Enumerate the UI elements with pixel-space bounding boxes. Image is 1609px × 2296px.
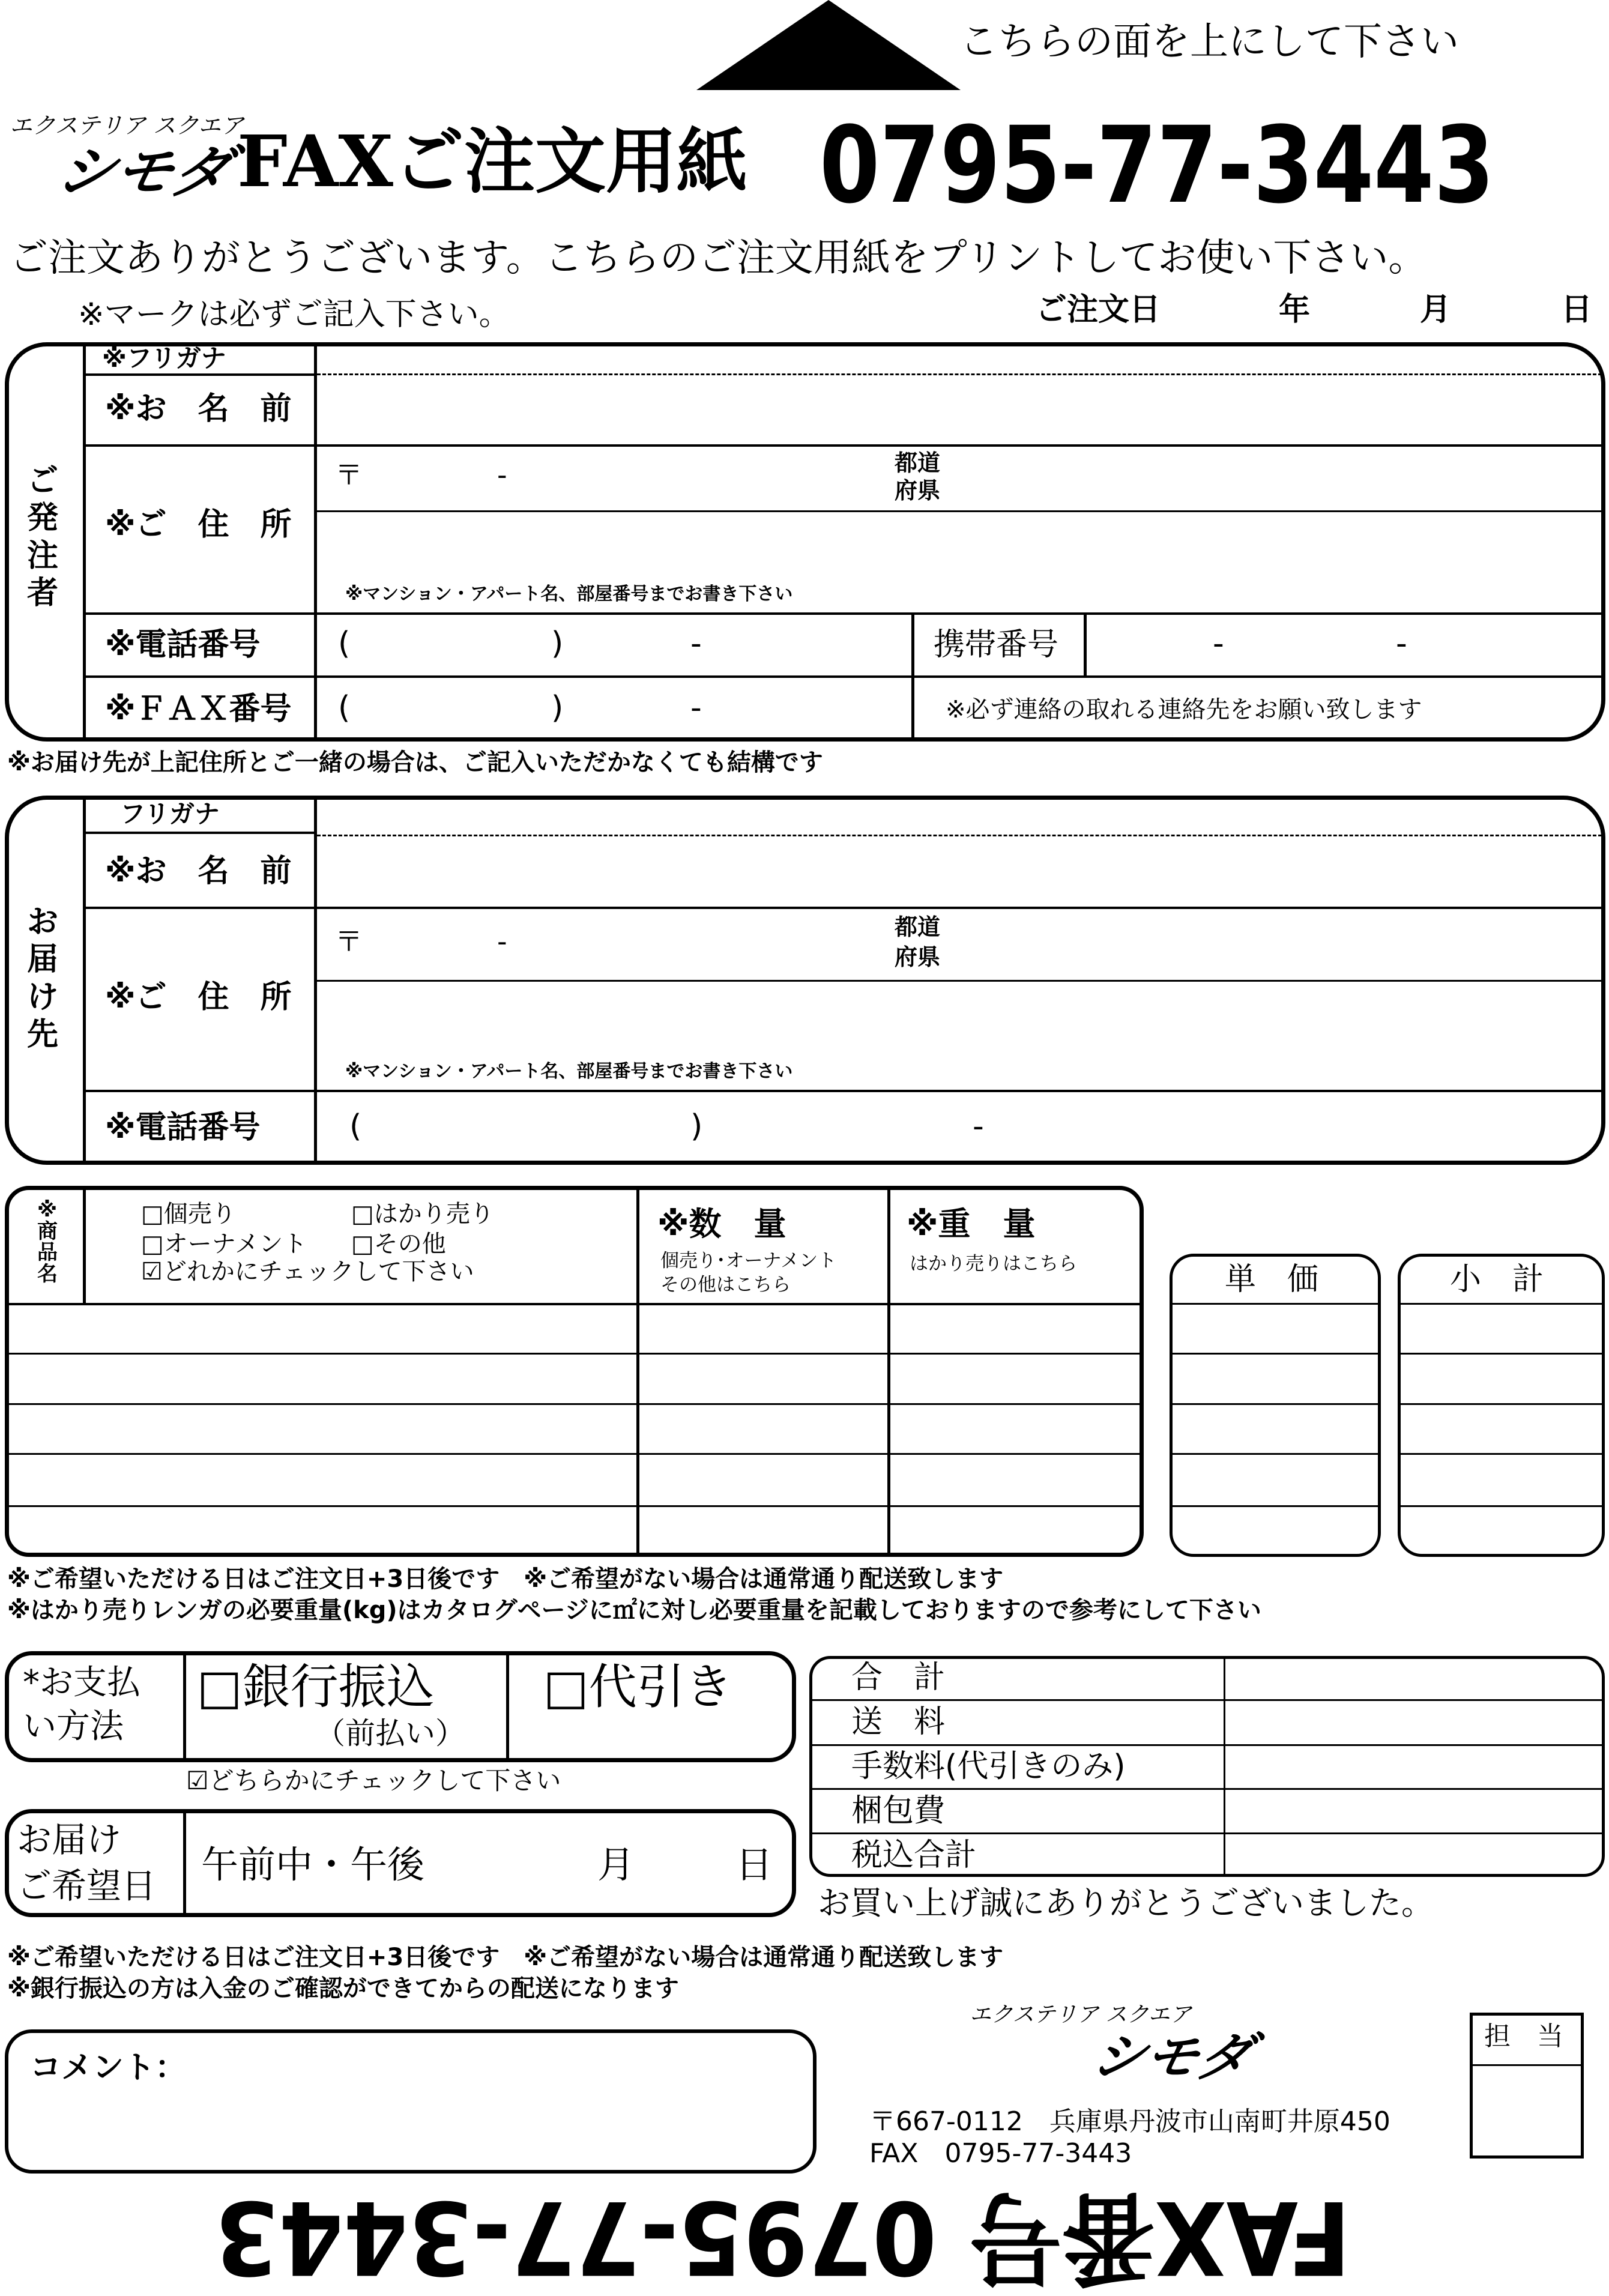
orderer-postal-dash: - — [497, 459, 507, 491]
payment-label-2: い方法 — [23, 1707, 124, 1746]
note-line-1a: ※ご希望いただける日はご注文日+3日後です ※ご希望がない場合は通常通り配送致します — [7, 1565, 1004, 1593]
qty-sub-1: 個売り･オーナメント — [660, 1250, 837, 1272]
option-weight[interactable]: □はかり売り — [351, 1200, 494, 1228]
delivery-section-label: お届け先 — [27, 904, 59, 1053]
delivery-name-label: ※お 名 前 — [105, 853, 292, 889]
delivery-building-note: ※マンション・アパート名、部屋番号までお書き下さい — [345, 1061, 793, 1082]
staff-label: 担 当 — [1484, 2021, 1563, 2052]
delivery-name-field[interactable] — [318, 839, 1597, 904]
orderer-fax-paren-close: ) — [551, 690, 564, 726]
delivery-date-month: 月 — [597, 1843, 635, 1887]
delivery-date-label-1: お届け — [17, 1819, 122, 1860]
weight-sub: はかり売りはこちら — [910, 1253, 1077, 1275]
delivery-postal-dash: - — [497, 925, 507, 958]
orderer-name-label: ※お 名 前 — [105, 391, 292, 427]
orderer-address-label: ※ご 住 所 — [105, 507, 292, 543]
orderer-phone-paren-close: ) — [551, 626, 564, 662]
orderer-section-label: ご発注者 — [27, 463, 59, 612]
product-row[interactable] — [8, 1307, 635, 1351]
footer-address: 〒667-0112 兵庫県丹波市山南町井原450 — [869, 2106, 1390, 2137]
intro-text: ご注文ありがとうございます。こちらのご注文用紙をプリントしてお使い下さい。 — [10, 236, 1427, 280]
bottom-fax-banner: FAX番号 0795-77-3443 — [214, 2178, 1351, 2296]
orderer-phone-field[interactable] — [318, 617, 907, 672]
comment-label: コメント： — [30, 2050, 187, 2086]
unit-price-label: 単 価 — [1225, 1261, 1319, 1298]
note-line-1b: ※はかり売りレンガの必要重量(kg)はカタログページに㎡に対し必要重量を記載しておりますので参考にして下さい — [7, 1597, 1261, 1624]
product-row[interactable] — [8, 1508, 635, 1551]
orderer-furigana-label: ※フリガナ — [102, 343, 226, 373]
delivery-prefecture-label-1: 都道 — [895, 914, 941, 940]
delivery-postal-field[interactable] — [366, 913, 847, 976]
orderer-field-divider — [314, 345, 317, 739]
orderer-mobile-dash-2: - — [1396, 626, 1407, 662]
delivery-note: ※お届け先が上記住所とご一緒の場合は、ご記入いただかなくても結構です — [7, 749, 823, 776]
orderer-prefecture-label-2: 府県 — [895, 477, 941, 504]
footer-logo-tagline: エクステリア スクエア — [970, 2002, 1192, 2027]
option-other[interactable]: □その他 — [351, 1230, 446, 1258]
delivery-address-label: ※ご 住 所 — [105, 979, 292, 1015]
qty-sub-2: その他はこちら — [660, 1274, 791, 1296]
comment-field[interactable] — [30, 2092, 801, 2167]
delivery-phone-paren-close: ) — [690, 1108, 703, 1144]
product-row[interactable] — [8, 1457, 635, 1502]
product-row[interactable] — [8, 1356, 635, 1401]
delivery-phone-field[interactable] — [318, 1094, 1597, 1157]
up-arrow-icon — [696, 0, 961, 90]
products-side-label: ※商品名 — [37, 1198, 58, 1287]
delivery-date-field[interactable] — [456, 1819, 780, 1909]
orderer-mobile-label: 携帯番号 — [934, 627, 1059, 663]
logo-name: シモダ — [50, 138, 238, 205]
order-year-label: 年 — [1279, 292, 1311, 328]
delivery-date-label-2: ご希望日 — [17, 1866, 157, 1906]
orderer-mobile-dash-1: - — [1213, 626, 1224, 662]
orderer-furigana-field[interactable] — [318, 346, 1597, 372]
payment-bank-transfer[interactable]: □銀行振込 — [197, 1659, 435, 1715]
orderer-prefecture-label-1: 都道 — [895, 450, 941, 476]
delivery-time-options[interactable]: 午前中・午後 — [201, 1843, 425, 1887]
footer-fax: FAX 0795-77-3443 — [869, 2138, 1132, 2169]
delivery-phone-paren-open: ( — [349, 1108, 362, 1144]
orderer-phone-label: ※電話番号 — [105, 627, 261, 663]
orderer-label-divider — [83, 345, 86, 739]
orderer-address-field[interactable] — [318, 515, 1597, 575]
orderer-postal-mark: 〒 — [335, 459, 363, 491]
option-individual[interactable]: □個売り — [141, 1200, 236, 1228]
orderer-phone-paren-open: ( — [338, 626, 351, 662]
payment-check-note: ☑どちらかにチェックして下さい — [186, 1766, 561, 1795]
orderer-phone-dash: - — [690, 626, 702, 662]
orderer-fax-paren-open: ( — [338, 690, 351, 726]
note-line-2a: ※ご希望いただける日はご注文日+3日後です ※ご希望がない場合は通常通り配送致します — [7, 1944, 1004, 1971]
delivery-prefecture-label-2: 府県 — [895, 944, 941, 970]
logo-tagline: エクステリア スクエア — [10, 112, 244, 139]
delivery-furigana-label: フリガナ — [120, 799, 220, 829]
required-note: ※マークは必ずご記入下さい。 — [78, 297, 510, 333]
delivery-address-field[interactable] — [318, 985, 1597, 1051]
subtotal-column — [1398, 1254, 1605, 1557]
delivery-postal-mark: 〒 — [335, 925, 363, 958]
totals-row-tax-total: 税込合計 — [851, 1837, 977, 1873]
orderer-postal-field[interactable] — [366, 450, 847, 506]
qty-label: ※数 量 — [657, 1205, 786, 1243]
totals-row-packing: 梱包費 — [851, 1793, 946, 1829]
form-title: FAXご注文用紙 — [237, 119, 747, 203]
delivery-phone-dash: - — [973, 1108, 984, 1144]
note-line-2b: ※銀行振込の方は入金のご確認ができてからの配送になります — [7, 1975, 679, 2002]
order-month-label: 月 — [1420, 292, 1452, 328]
fax-number-header: 0795-77-3443 — [820, 104, 1494, 227]
weight-label: ※重 量 — [907, 1205, 1036, 1243]
delivery-date-day: 日 — [735, 1843, 773, 1887]
payment-prepay: （前払い） — [315, 1716, 465, 1751]
orientation-note: こちらの面を上にして下さい — [959, 20, 1459, 64]
orderer-mobile-field[interactable] — [1088, 617, 1598, 672]
orderer-fax-field[interactable] — [318, 680, 907, 736]
orderer-fax-label: ※ＦＡＸ番号 — [105, 691, 292, 727]
delivery-phone-label: ※電話番号 — [105, 1110, 261, 1146]
totals-row-fee: 手数料(代引きのみ) — [851, 1748, 1126, 1784]
delivery-furigana-field[interactable] — [318, 802, 1597, 832]
products-check-note: ☑どれかにチェックして下さい — [141, 1258, 474, 1285]
option-ornament[interactable]: □オーナメント — [141, 1230, 307, 1258]
orderer-fax-dash: - — [690, 690, 702, 726]
product-row[interactable] — [8, 1406, 635, 1451]
payment-cod[interactable]: □代引き — [543, 1659, 733, 1715]
footer-logo-name: シモダ — [1086, 2026, 1258, 2088]
totals-row-shipping: 送 料 — [851, 1704, 946, 1740]
orderer-building-note: ※マンション・アパート名、部屋番号までお書き下さい — [345, 584, 793, 605]
orderer-contact-note: ※必ず連絡の取れる連絡先をお願い致します — [946, 696, 1422, 724]
order-day-label: 日 — [1561, 292, 1593, 328]
payment-label-1: *お支払 — [23, 1663, 140, 1702]
unit-price-column — [1170, 1254, 1381, 1557]
order-date-label: ご注文日 — [1036, 292, 1161, 328]
thanks-message: お買い上げ誠にありがとうございました。 — [818, 1884, 1434, 1922]
totals-row-total: 合 計 — [851, 1660, 946, 1696]
orderer-name-field[interactable] — [318, 377, 1597, 442]
subtotal-label: 小 計 — [1450, 1261, 1544, 1298]
